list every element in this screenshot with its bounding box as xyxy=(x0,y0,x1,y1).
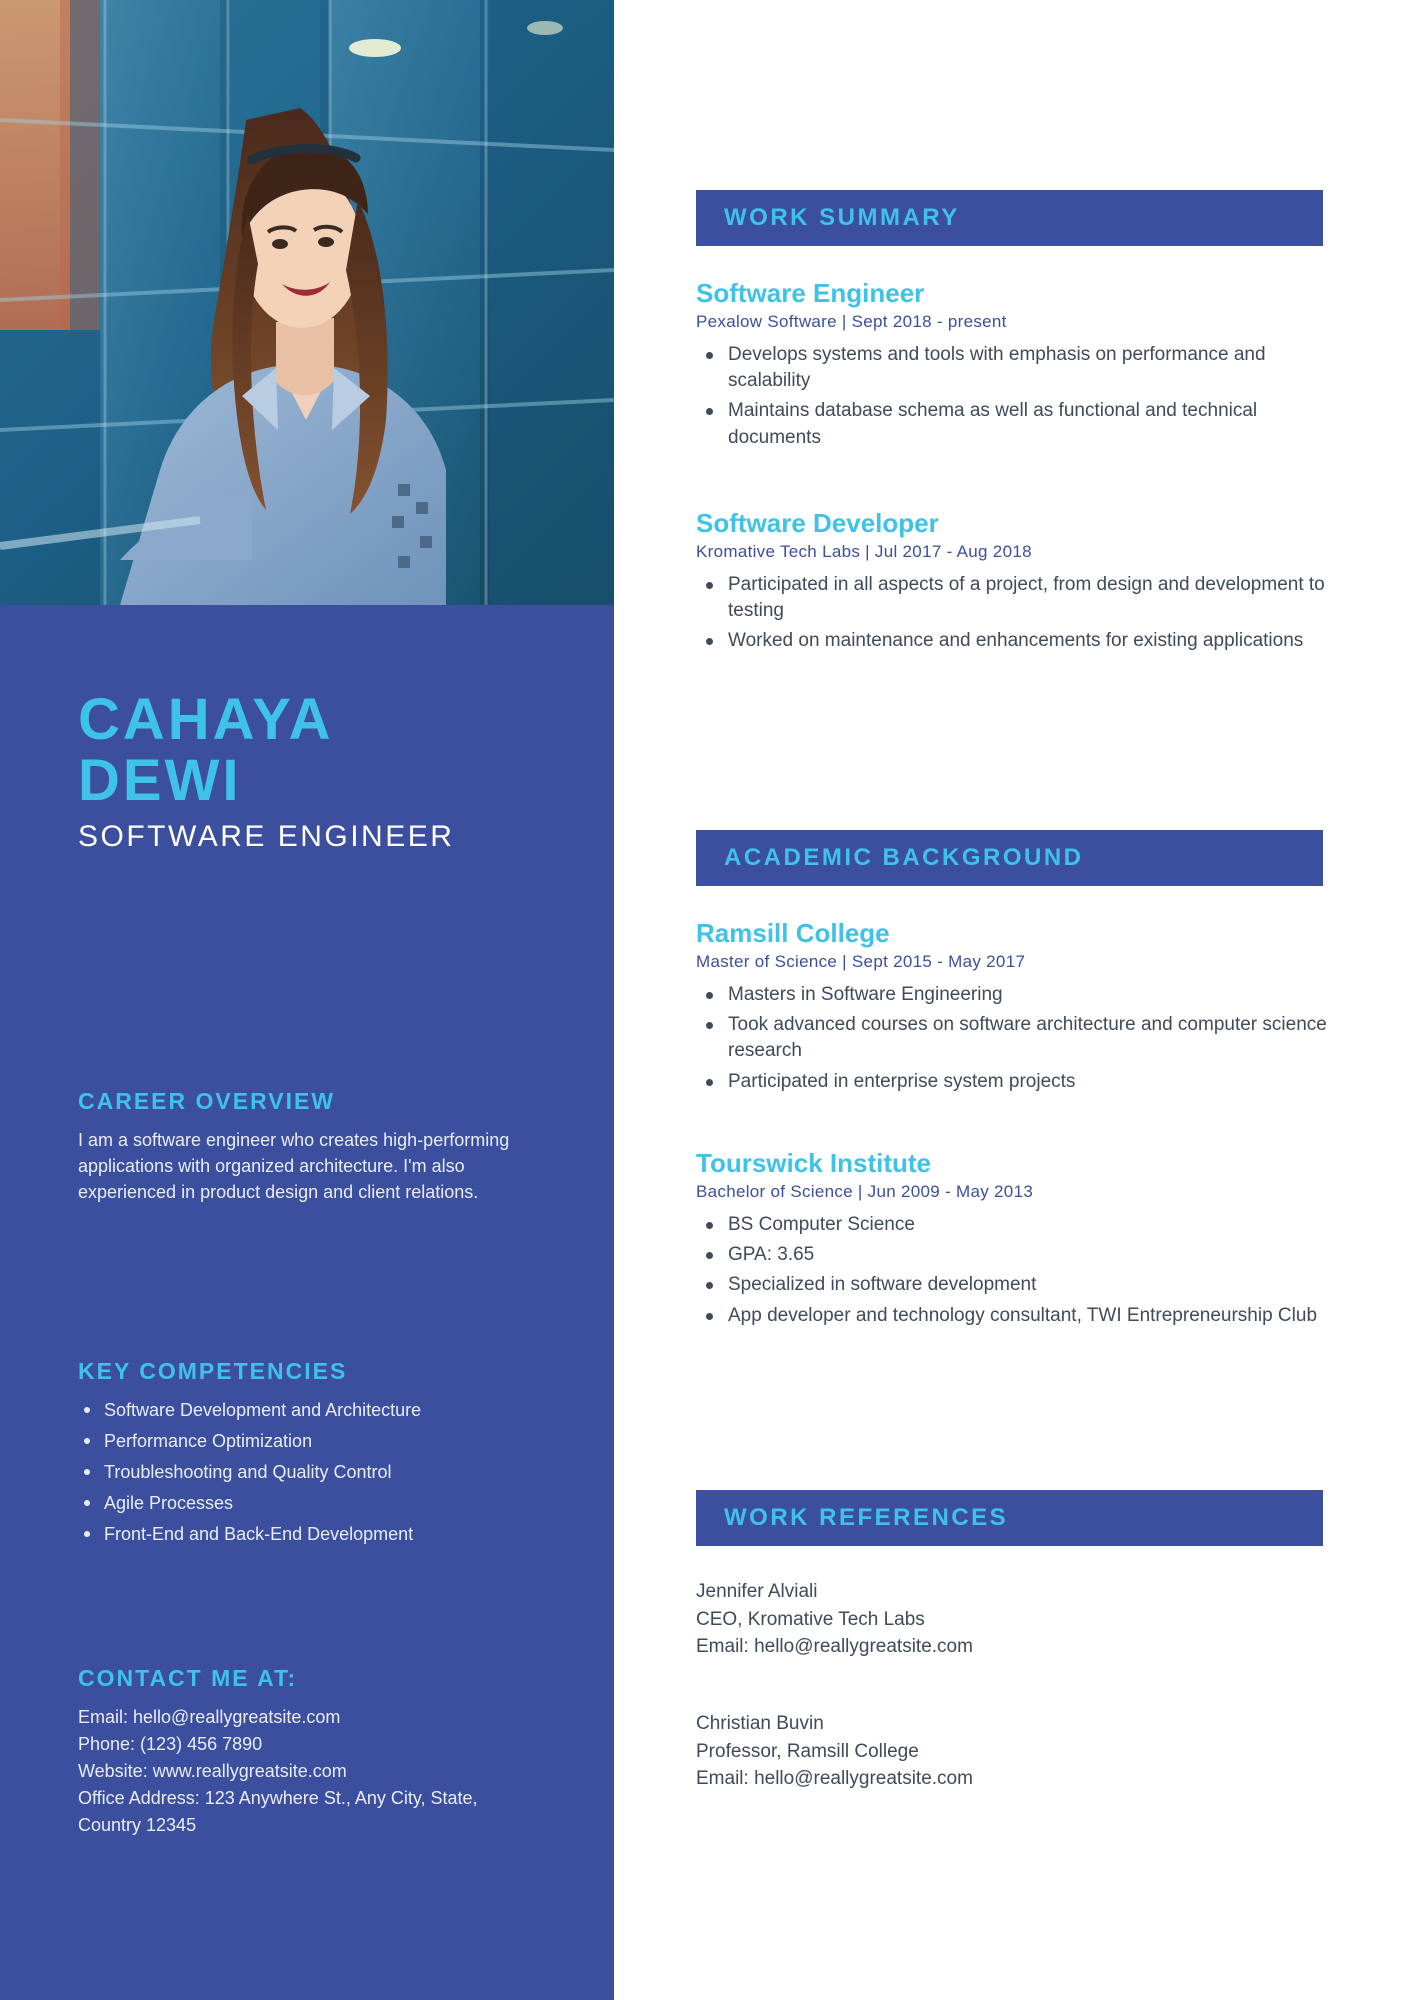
reference-name: Christian Buvin xyxy=(696,1713,824,1734)
contact-phone[interactable]: Phone: (123) 456 7890 xyxy=(78,1734,263,1754)
work-entry-title: Software Developer xyxy=(696,508,939,538)
contact-heading: CONTACT ME AT: xyxy=(78,1665,298,1691)
work-summary-heading: WORK SUMMARY xyxy=(696,190,1323,246)
list-item: Agile Processes xyxy=(78,1490,528,1516)
career-overview-heading: CAREER OVERVIEW xyxy=(78,1088,336,1114)
job-title: SOFTWARE ENGINEER xyxy=(78,819,455,853)
contact-website[interactable]: Website: www.reallygreatsite.com xyxy=(78,1761,347,1781)
work-entry-title: Software Engineer xyxy=(696,278,925,308)
list-item: Maintains database schema as well as functional and technical documents xyxy=(696,398,1336,450)
first-name: CAHAYA xyxy=(78,687,334,752)
list-item: Performance Optimization xyxy=(78,1428,528,1454)
academic-entry-bullets xyxy=(696,1212,1336,1329)
career-overview-text: I am a software engineer who creates high-performing applications with organized architecture. I'm also experienced in product design and client relations. xyxy=(78,1130,510,1203)
list-item: Masters in Software Engineering xyxy=(696,982,1336,1008)
work-references-heading: WORK REFERENCES xyxy=(696,1490,1323,1546)
contact-email[interactable]: Email: hello@reallygreatsite.com xyxy=(78,1707,341,1727)
contact-address: Office Address: 123 Anywhere St., Any City, State, Country 12345 xyxy=(78,1788,478,1835)
work-entry-2 xyxy=(696,508,1336,659)
list-item: Software Development and Architecture xyxy=(78,1397,528,1423)
list-item: Troubleshooting and Quality Control xyxy=(78,1459,528,1485)
academic-entry-subtitle: Master of Science | Sept 2015 - May 2017 xyxy=(696,952,1026,971)
contact-section xyxy=(78,1665,528,1839)
reference-2 xyxy=(696,1710,1316,1793)
main-content xyxy=(614,0,1414,2000)
academic-entry-title: Tourswick Institute xyxy=(696,1148,931,1178)
list-item: Took advanced courses on software architecture and computer science research xyxy=(696,1012,1336,1064)
academic-entry-2 xyxy=(696,1148,1336,1333)
list-item: Specialized in software development xyxy=(696,1272,1336,1298)
left-sidebar xyxy=(0,0,614,2000)
work-entry-bullets xyxy=(696,572,1336,655)
list-item: Front-End and Back-End Development xyxy=(78,1521,528,1547)
academic-background-heading: ACADEMIC BACKGROUND xyxy=(696,830,1323,886)
list-item: Worked on maintenance and enhancements for existing applications xyxy=(696,628,1336,654)
last-name: DEWI xyxy=(78,747,242,813)
work-entry-1 xyxy=(696,278,1336,455)
profile-photo xyxy=(0,0,614,605)
list-item: GPA: 3.65 xyxy=(696,1242,1336,1268)
key-competencies-section xyxy=(78,1358,528,1552)
academic-entry-bullets xyxy=(696,982,1336,1095)
career-overview-section xyxy=(78,1088,528,1205)
key-competencies-list xyxy=(78,1397,528,1547)
list-item: BS Computer Science xyxy=(696,1212,1336,1238)
work-entry-bullets xyxy=(696,342,1336,451)
list-item: Participated in enterprise system projects xyxy=(696,1069,1336,1095)
academic-entry-1 xyxy=(696,918,1336,1099)
list-item: Develops systems and tools with emphasis on performance and scalability xyxy=(696,342,1336,394)
work-entry-subtitle: Kromative Tech Labs | Jul 2017 - Aug 2018 xyxy=(696,542,1032,561)
name-block xyxy=(78,687,578,854)
key-competencies-heading: KEY COMPETENCIES xyxy=(78,1358,348,1384)
academic-entry-title: Ramsill College xyxy=(696,918,890,948)
reference-1 xyxy=(696,1578,1316,1661)
reference-position: CEO, Kromative Tech Labs xyxy=(696,1608,925,1630)
reference-email[interactable]: Email: hello@reallygreatsite.com xyxy=(696,1768,973,1790)
reference-position: Professor, Ramsill College xyxy=(696,1740,919,1762)
work-entry-subtitle: Pexalow Software | Sept 2018 - present xyxy=(696,312,1007,331)
academic-entry-subtitle: Bachelor of Science | Jun 2009 - May 2013 xyxy=(696,1182,1034,1201)
reference-email[interactable]: Email: hello@reallygreatsite.com xyxy=(696,1636,973,1658)
list-item: Participated in all aspects of a project, from design and development to testing xyxy=(696,572,1336,624)
reference-name: Jennifer Alviali xyxy=(696,1581,818,1602)
list-item: App developer and technology consultant, TWI Entrepreneurship Club xyxy=(696,1303,1336,1329)
